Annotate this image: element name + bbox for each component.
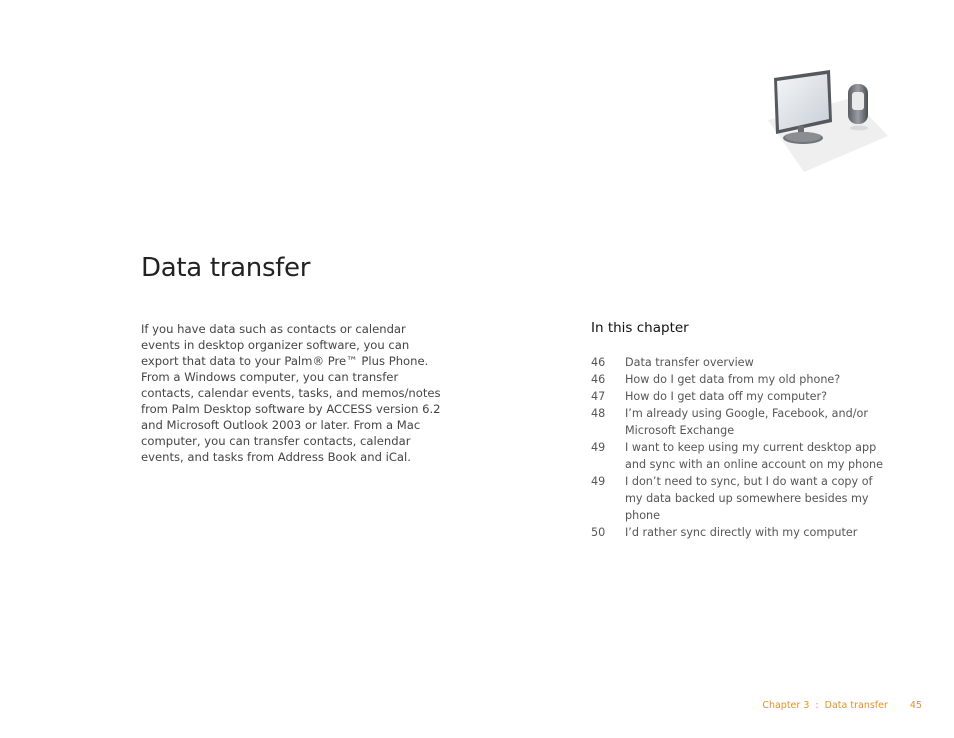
toc-page-number: 46 [591, 373, 606, 386]
footer-chapter-label: Chapter 3 [762, 700, 810, 711]
page-footer [762, 700, 922, 711]
toc-item[interactable] [591, 371, 891, 388]
computer-and-phone-illustration [764, 68, 892, 174]
toc-item[interactable] [591, 473, 891, 524]
toc-page-number: 47 [591, 390, 606, 403]
toc-entry-text: I don’t need to sync, but I do want a copy of my data backed up somewhere besides my phone [625, 475, 873, 522]
toc-entry-text: How do I get data off my computer? [625, 390, 828, 403]
toc-entry-text: I want to keep using my current desktop app and sync with an online account on my phone [625, 441, 884, 471]
toc-page-number: 46 [591, 356, 606, 369]
toc-heading: In this chapter [591, 320, 689, 336]
toc-page-number: 49 [591, 441, 606, 454]
intro-paragraph: If you have data such as contacts or calendar events in desktop organizer software, you can export that data to your Palm® Pre™ Plus Phone. From a Windows computer, you can transfer contacts, calendar events, tasks, and memos/notes from Palm Desktop software by ACCESS version 6.2 and Microsoft Outlook 2003 or later. From a Mac computer, you can transfer contacts, calendar events, and tasks from Address Book and iCal. [141, 322, 441, 464]
toc-page-number: 50 [591, 526, 606, 539]
toc-item[interactable] [591, 439, 891, 473]
toc-entry-text: How do I get data from my old phone? [625, 373, 841, 386]
toc-item[interactable] [591, 354, 891, 371]
footer-section-label: Data transfer [824, 700, 888, 711]
footer-page-number: 45 [909, 700, 922, 711]
toc-entry-text: Data transfer overview [625, 356, 754, 369]
toc-list [591, 354, 891, 541]
toc-entry-text: I’m already using Google, Facebook, and/or Microsoft Exchange [625, 407, 868, 437]
toc-page-number: 49 [591, 475, 606, 488]
footer-separator: : [815, 700, 819, 711]
toc-item[interactable] [591, 405, 891, 439]
toc-entry-text: I’d rather sync directly with my computer [625, 526, 858, 539]
toc-item[interactable] [591, 524, 891, 541]
chapter-title: Data transfer [141, 253, 311, 283]
toc-item[interactable] [591, 388, 891, 405]
toc-page-number: 48 [591, 407, 606, 420]
